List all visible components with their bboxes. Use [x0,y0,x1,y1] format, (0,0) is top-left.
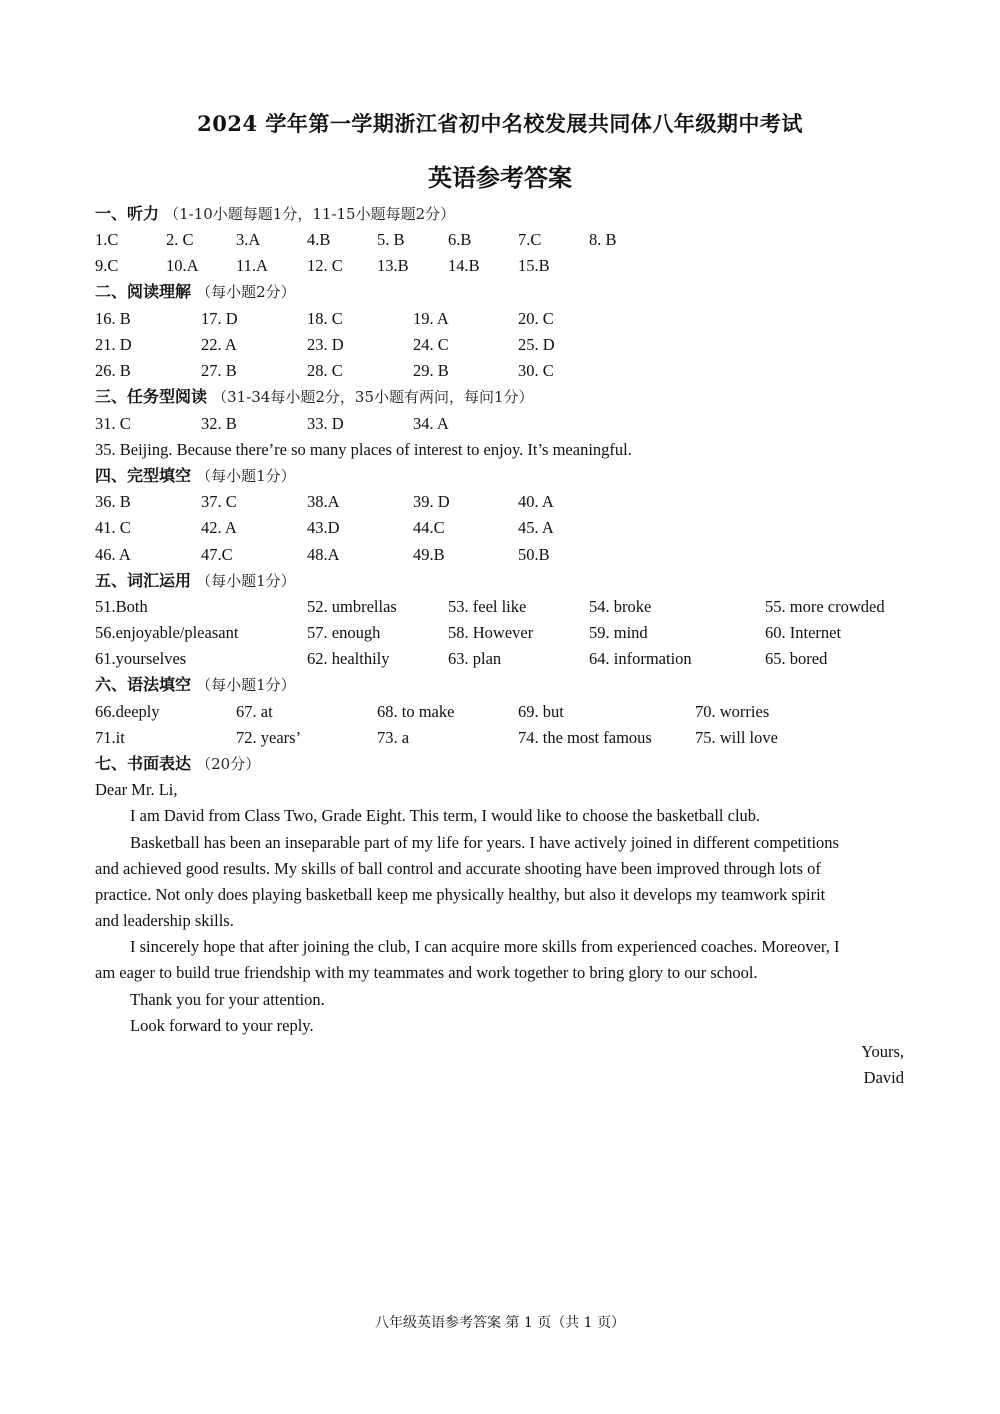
answer-item: 42. A [201,518,237,537]
answer-item: 31. C [95,414,131,433]
section-note: （1-10小题每题1分，11-15小题每题2分） [164,205,456,223]
answer-item: 64. information [589,649,692,668]
section-note: （20分） [196,755,261,773]
answer-item: 54. broke [589,597,652,616]
section-title: 二、阅读理解 [95,282,192,301]
answer-item: 72. years’ [236,728,302,747]
answer-item: 16. B [95,309,131,328]
essay-line: I sincerely hope that after joining the club, I can acquire more skills from experienced coaches. Moreover, I [130,937,840,956]
answer-row [0,728,1000,748]
answer-item: 21. D [95,335,132,354]
answer-item: 57. enough [307,623,381,642]
answer-item: 45. A [518,518,554,537]
section-note: （31-34每小题2分，35小题有两问，每问1分） [212,388,534,406]
answer-item: 70. worries [695,702,770,721]
section-title: 一、听力 [95,204,160,223]
answer-item: 29. B [413,361,449,380]
essay-closing: Yours, [861,1042,904,1061]
answer-item: 61.yourselves [95,649,187,668]
answer-item: 46. A [95,545,131,564]
answer-item: 5. B [377,230,405,249]
answer-row [0,230,1000,250]
section-title: 七、书面表达 [95,754,192,773]
answer-item: 75. will love [695,728,778,747]
answer-item: 37. C [201,492,237,511]
section-title: 三、任务型阅读 [95,387,208,406]
answer-item: 3.A [236,230,261,249]
answer-key-subtitle: 英语参考答案 [428,163,572,192]
answer-item: 62. healthily [307,649,390,668]
answer-row [0,623,1000,643]
section-note: （每小题1分） [196,467,296,485]
answer-item: 36. B [95,492,131,511]
answer-item: 25. D [518,335,555,354]
answer-item: 8. B [589,230,617,249]
answer-item: 22. A [201,335,237,354]
section-heading-vocabulary [95,571,296,591]
answer-item: 65. bored [765,649,828,668]
section-note: （每小题2分） [196,283,296,301]
section-heading-listening [95,204,455,224]
answer-item: 44.C [413,518,445,537]
answer-row [0,256,1000,276]
answer-item: 34. A [413,414,449,433]
answer-row [0,545,1000,565]
answer-item: 63. plan [448,649,502,668]
answer-item: 40. A [518,492,554,511]
essay-line: Look forward to your reply. [130,1016,314,1035]
answer-row [0,414,1000,434]
section-title: 四、完型填空 [95,466,192,485]
answer-item: 2. C [166,230,194,249]
answer-item: 73. a [377,728,410,747]
answer-item: 74. the most famous [518,728,652,747]
answer-item: 4.B [307,230,331,249]
essay-line: Thank you for your attention. [130,990,325,1009]
answer-row [0,309,1000,329]
answer-item: 55. more crowded [765,597,885,616]
answer-item: 39. D [413,492,450,511]
answer-item: 33. D [307,414,344,433]
answer-item: 20. C [518,309,554,328]
section-title: 六、语法填空 [95,675,192,694]
answer-row [0,702,1000,722]
answer-item: 66.deeply [95,702,160,721]
answer-item: 41. C [95,518,131,537]
section-heading-grammar [95,675,296,695]
answer-item: 23. D [307,335,344,354]
answer-item: 28. C [307,361,343,380]
answer-item: 60. Internet [765,623,842,642]
essay-line: practice. Not only does playing basketball keep me physically healthy, but also it develops my teamwork spirit [95,885,826,904]
essay-line: am eager to build true friendship with my teammates and work together to bring glory to our school. [95,963,758,982]
answer-item: 17. D [201,309,238,328]
section-heading-task-reading [95,387,534,407]
answer-row [0,335,1000,355]
section-note: （每小题1分） [196,676,296,694]
answer-item: 1.C [95,230,119,249]
answer-row [0,649,1000,669]
answer-item: 69. but [518,702,564,721]
answer-item: 12. C [307,256,343,275]
answer-item: 52. umbrellas [307,597,397,616]
answer-row [0,518,1000,538]
answer-item: 24. C [413,335,449,354]
answer-item: 19. A [413,309,449,328]
answer-item: 50.B [518,545,550,564]
answer-item: 58. However [448,623,534,642]
answer-item: 53. feel like [448,597,527,616]
essay-line: and leadership skills. [95,911,234,930]
answer-item: 48.A [307,545,340,564]
section-title: 五、词汇运用 [95,571,192,590]
answer-item: 14.B [448,256,480,275]
answer-item: 18. C [307,309,343,328]
answer-item: 6.B [448,230,472,249]
essay-line: and achieved good results. My skills of ball control and accurate shooting have been improved through lots of [95,859,821,878]
answer-item: 15.B [518,256,550,275]
section-heading-writing [95,754,260,774]
answer-item: 47.C [201,545,233,564]
answer-item: 43.D [307,518,340,537]
answer-item: 68. to make [377,702,455,721]
answer-item: 49.B [413,545,445,564]
answer-row [0,361,1000,381]
answer-item: 32. B [201,414,237,433]
section-heading-reading [95,282,296,302]
essay-signature: David [863,1068,904,1087]
answer-item: 38.A [307,492,340,511]
answer-item: 56.enjoyable/pleasant [95,623,239,642]
answer-35: 35. Beijing. Because there’re so many places of interest to enjoy. It’s meaningful. [95,440,632,459]
exam-title: 2024 学年第一学期浙江省初中名校发展共同体八年级期中考试 [197,111,803,136]
answer-item: 9.C [95,256,119,275]
answer-item: 7.C [518,230,542,249]
answer-row [0,597,1000,617]
essay-line: Basketball has been an inseparable part of my life for years. I have actively joined in different competitions [130,833,839,852]
answer-row [0,492,1000,512]
answer-item: 59. mind [589,623,648,642]
answer-item: 71.it [95,728,125,747]
section-heading-cloze [95,466,296,486]
answer-item: 67. at [236,702,273,721]
answer-item: 10.A [166,256,199,275]
answer-item: 11.A [236,256,268,275]
essay-greeting: Dear Mr. Li, [95,780,178,799]
section-note: （每小题1分） [196,572,296,590]
answer-item: 27. B [201,361,237,380]
essay-line: I am David from Class Two, Grade Eight. This term, I would like to choose the basketball club. [130,806,761,825]
answer-item: 26. B [95,361,131,380]
answer-item: 51.Both [95,597,148,616]
page-footer: 八年级英语参考答案 第 1 页（共 1 页） [374,1315,626,1331]
answer-item: 30. C [518,361,554,380]
answer-item: 13.B [377,256,409,275]
